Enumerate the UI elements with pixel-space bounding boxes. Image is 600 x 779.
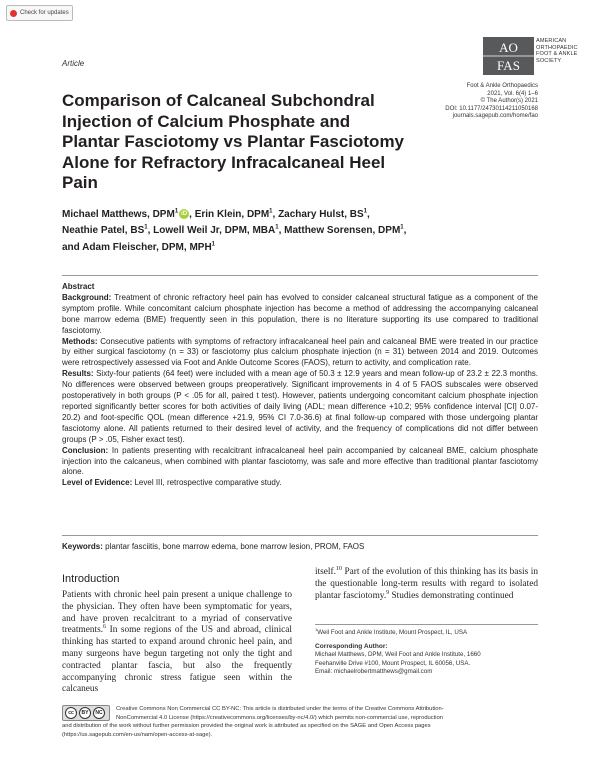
corresponding-line: Feehanville Drive #100, Mount Prospect, IL 60056, USA.: [315, 659, 471, 667]
license-text: Creative Commons Non Commercial CC BY-NC: This article is distributed under the terms of the Creative Commons Attribution- NonCommercial 4.0 License (https://creativecommons.org/licenses/by-nc/4.0/) which permits non-commercial use, reproduction: [116, 706, 444, 721]
footnote-rule: [315, 624, 538, 625]
journal-name: Foot & Ankle Orthopaedics: [466, 83, 538, 89]
author-affiliation-ref: 1: [211, 241, 216, 248]
orcid-icon[interactable]: iD: [181, 211, 188, 218]
check-for-updates-badge[interactable]: [6, 5, 73, 21]
affiliation-block: [315, 626, 538, 676]
keywords: Keywords: plantar fasciitis, bone marrow edema, bone marrow lesion, PROM, FAOS: [62, 542, 365, 551]
abstract-heading: Abstract: [62, 282, 95, 291]
abstract-results: Results: Sixty-four patients (64 feet) were included with a mean age of 50.3 ± 12.9 years and mean follow-up of 23.2 ± 22.3 months. No differences were observed between groups preoperatively. Significant improvements in 4 of 5 FAOS subscales were observed postoperatively in both groups (P < .05 for all, paired t test). However, patients undergoing concomitant calcium phosphate injection reported significantly better scores for both activities of daily living (ADL; mean difference +10.2; 95% confidence interval [CI] 0.07-20.2) and foot-specific QOL (mean difference +21.9, 95% CI 7.0-36.6) at final follow-up compared with those undergoing plantar fasciotomy alone. All patients returned to their desired level of activity, and the frequency of complications did not differ between groups (P > .05, Fisher exact test).: [62, 369, 538, 444]
journal-volume: 2021, Vol. 6(4) 1–6: [487, 90, 538, 97]
abstract-conclusion: Conclusion: In patients presenting with recalcitrant infracalcaneal heel pain accompanied by calcaneal BME, calcium phosphate injection into the calcaneus, when combined with plantar fasciotomy, was safe and more effective than traditional plantar fasciotomy alone.: [62, 445, 538, 477]
author-affiliation-ref: 1: [363, 208, 368, 215]
abstract-top-rule: [62, 275, 538, 276]
author-affiliation-ref: 1: [275, 225, 279, 232]
by-icon: BY: [79, 707, 91, 719]
author-affiliation-ref: 1: [269, 208, 273, 215]
abstract-evidence: Level of Evidence: Level III, retrospective comparative study.: [62, 478, 282, 488]
license-block: [62, 705, 538, 749]
article-type-label: Article: [62, 59, 85, 68]
abstract-methods: Methods: Consecutive patients with symptoms of refractory infracalcaneal heel pain and calcaneal BME were treated in our practice by either surgical fasciotomy (n = 33) or fasciotomy plus calcium phosphate injection (n = 31) between 2014 and 2019. Outcomes were retrospectively assessed via Foot and Ankle Outcome Scores (FAOS), return to activity, and complication rate.: [62, 336, 538, 368]
corresponding-author-label: Corresponding Author:: [315, 643, 388, 651]
ref-link[interactable]: 9: [386, 589, 390, 596]
introduction-paragraph: Patients with chronic heel pain present a unique challenge to the physician. They often have been symptomatic for years, and have proven recalcitrant to a myriad of conservative treatments.$^6$ In some regions of the US and abroad, clinical thinking has started to expand around chronic heel pain, and many surgeons have begun targeting not only the tight and contracted plantar fascia, but also the frequently accompanying chronic stress fatigue seen within the calcaneus: [62, 590, 292, 695]
author-name: and Adam Fleischer, DPM, MPH: [62, 241, 212, 253]
author-affiliation-ref: 1: [400, 225, 404, 232]
author-name: Michael Matthews, DPM: [62, 209, 175, 220]
abstract: [62, 282, 538, 489]
doi-link[interactable]: DOI: 10.1177/24730114211050168: [445, 105, 538, 112]
svg-text:AO: AO: [499, 40, 518, 55]
author-affiliation-ref: 1: [144, 225, 148, 232]
author-list: Michael Matthews, DPM$^1$ iD , Erin Klein, DPM$^1$, Zachary Hulst, $BS^1$, Neathie Patel, $BS^1$, Lowell Weil Jr, DPM, MBA$^1$, Matthew Sorensen, DPM$^1$, and Adam Fleischer, DPM, MPH$^1$: [62, 208, 407, 253]
abstract-bottom-rule: [62, 535, 538, 536]
affiliation-line: $^1$Weil Foot and Ankle Institute, Mount Prospect, IL, USA: [315, 626, 468, 636]
author-affiliation-ref: 1: [174, 208, 179, 215]
author-name: Zachary Hulst, BS: [278, 209, 364, 220]
nc-icon: NC: [93, 707, 105, 719]
license-text-continued: and distribution of the work without further permission provided the original work is attributed as specified on the SAGE and Open Access pages (https://us.sagepub.com/en-us/nam/open-access-at-sage).: [62, 723, 431, 738]
corresponding-email[interactable]: Email: michaelrobertmatthews@gmail.com: [315, 667, 433, 675]
author-name: Matthew Sorensen, DPM: [284, 225, 401, 237]
author-name: Lowell Weil Jr, DPM, MBA: [153, 225, 276, 237]
article-title: Comparison of Calcaneal Subchondral Injection of Calcium Phosphate and Plantar Fasciotomy vs Plantar Fasciotomy Alone for Refractory Infracalcaneal Heel Pain: [62, 91, 405, 193]
corresponding-line: Michael Matthews, DPM, Weil Foot and Ankle Institute, 1660: [315, 651, 481, 659]
cc-by-nc-logo[interactable]: [62, 705, 110, 721]
introduction-heading: Introduction: [62, 573, 120, 585]
crossmark-icon: [10, 10, 17, 17]
aofas-logo: [483, 37, 534, 75]
abstract-background: Background: Treatment of chronic refractory heel pain has evolved to consider calcaneal structural fatigue as a component of the symptom profile. While concomitant calcium phosphate injection has become a method of addressing the accompanying calcaneal bone marrow edema (BME) frequently seen in this population, there is no literature supporting its use compared to traditional fasciotomy.: [62, 292, 538, 335]
journal-url[interactable]: journals.sagepub.com/home/fao: [452, 113, 538, 120]
check-for-updates-label: Check for updates: [20, 10, 69, 16]
introduction-continued: itself.$^{10}$ Part of the evolution of this thinking has its basis in the questionable long-term results with regard to isolated plantar fasciotomy.$^9$ Studies demonstrating continued: [315, 565, 538, 601]
copyright: © The Author(s) 2021: [480, 98, 538, 105]
ref-link[interactable]: 10: [335, 565, 342, 572]
svg-text:FAS: FAS: [497, 58, 520, 73]
cc-icon: cc: [65, 707, 77, 719]
author-name: Neathie Patel, BS: [62, 225, 145, 237]
author-name: Erin Klein, DPM: [194, 209, 270, 220]
ref-link[interactable]: 6: [103, 624, 107, 631]
aofas-logo-text: AMERICAN ORTHOPAEDIC FOOT & ANKLE SOCIETY: [536, 38, 578, 64]
